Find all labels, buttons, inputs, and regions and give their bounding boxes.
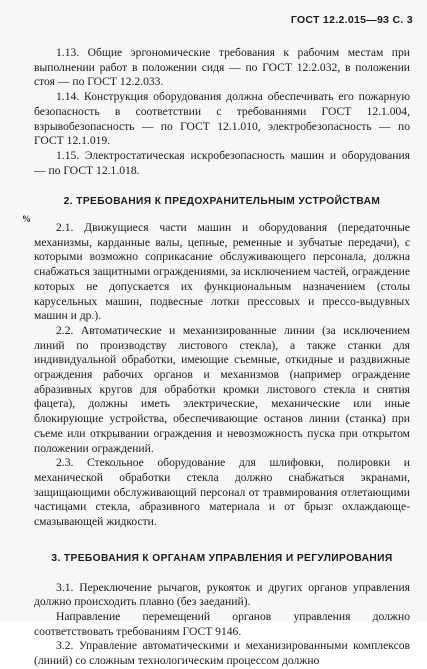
- margin-mark: %: [22, 214, 31, 225]
- section-1: [34, 46, 410, 178]
- paragraph-2-1: 2.1. Движущиеся части машин и оборудования (передаточные механизмы, карданные валы, цепные, ременные и зубчатые передачи), с которыми возможно соприкасание обслуживающего персонала, должна снабжаться защитными ограждениями, за исключением частей, ограждение которых не допускается их функциональным назначением (столы карусельных машин, подвесные лотки прессовых и прессо-выдувных машин и др.).: [34, 221, 410, 323]
- paragraph-3-1: 3.1. Переключение рычагов, рукояток и других органов управления должно происходить плавно (без заеданий).: [34, 580, 410, 609]
- section-2: [22, 195, 410, 529]
- paragraph-2-2: 2.2. Автоматические и механизированные линии (за исключением линий по производству листового стекла), а также станки для индивидуальной обработки, имеющие съемные, откидные и раздвижные ограждения рабочих органов и механизмов (например ограждение абразивных кругов для обработки кромки листового стекла и снятия фацета), должны иметь электрические, механические или иные блокирующие устройства, обеспечивающие останов линии (станка) при съеме или открывании ограждения и невозможность пуска при открытом положении ограждений.: [34, 323, 410, 455]
- paragraph-1-13: 1.13. Общие эргономические требования к рабочим местам при выполнении работ в положении сидя — по ГОСТ 12.2.032, в положении стоя — по ГОСТ 12.2.033.: [34, 46, 410, 89]
- paragraph-2-3: 2.3. Стекольное оборудование для шлифовки, полировки и механической обработки стекла должно снабжаться экранами, защищающими обслуживающий персонал от травмирования отлетающими частицами стекла, абразивного материала и от брызг охлаждающе-смазывающей жидкости.: [34, 456, 410, 529]
- paragraph-1-15: 1.15. Электростатическая искробезопасность машин и оборудования — по ГОСТ 12.1.018.: [34, 148, 410, 177]
- paragraph-1-14: 1.14. Конструкция оборудования должна обеспечивать его пожарную безопасность в соответствии с требованиями ГОСТ 12.1.004, взрывобезопасность — по ГОСТ 12.1.010, электробезопасность — по ГОСТ 12.1.019.: [34, 90, 410, 148]
- paragraph-3-1-direction: Направление перемещений органов управления должно соответствовать требованиям ГОСТ 9146.: [34, 609, 410, 638]
- page-header: ГОСТ 12.2.015—93 С. 3: [290, 14, 413, 26]
- section-2-title: 2. ТРЕБОВАНИЯ К ПРЕДОХРАНИТЕЛЬНЫМ УСТРОЙСТВАМ: [63, 196, 381, 208]
- paragraph-3-2: 3.2. Управление автоматическими и механизированными комплексов (линий) со сложным технологическим процессом должно: [34, 639, 410, 668]
- section-2-heading: [22, 195, 410, 225]
- section-3-title: 3. ТРЕБОВАНИЯ К ОРГАНАМ УПРАВЛЕНИЯ И РЕГУЛИРОВАНИЯ: [51, 552, 393, 564]
- section-3: [34, 552, 410, 669]
- document-body: [22, 46, 410, 669]
